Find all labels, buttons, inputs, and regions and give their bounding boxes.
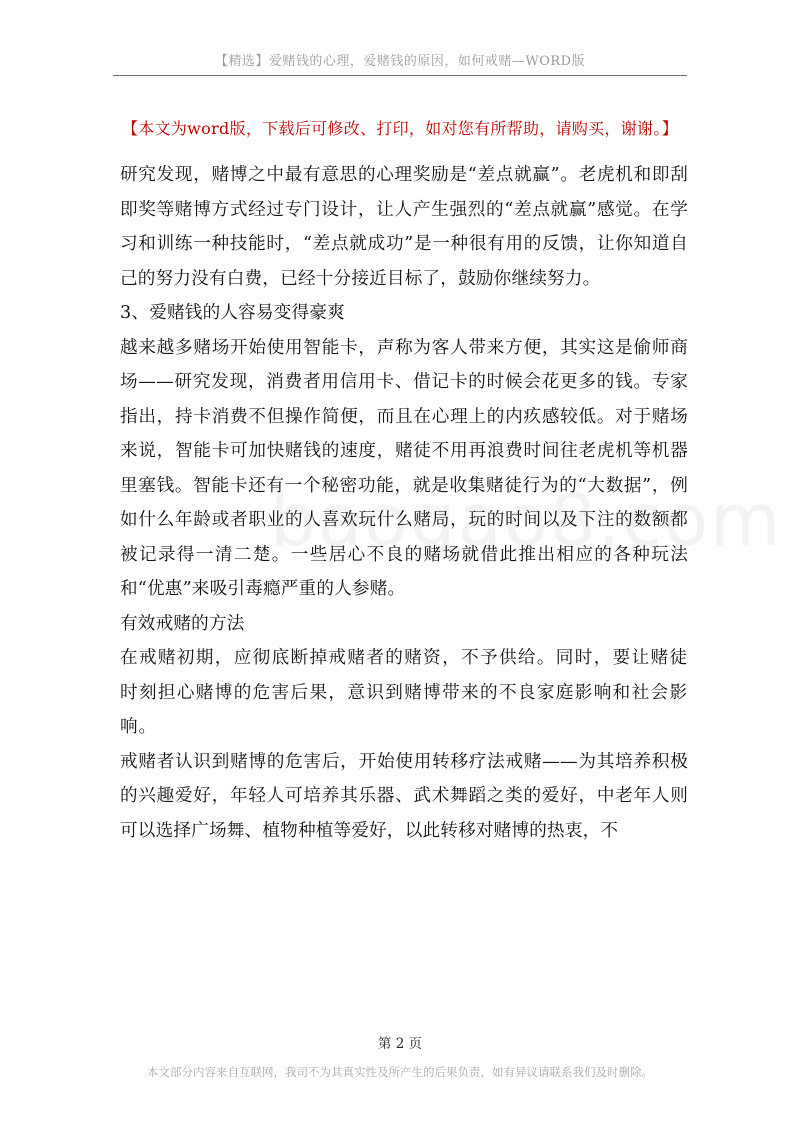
footer-disclaimer: 本文部分内容来自互联网，我司不为其真实性及所产生的后果负责，如有异议请联系我们及时删除。 [147, 1065, 653, 1079]
header-title: 【精选】爱赌钱的心理，爱赌钱的原因，如何戒赌—WORD版 [214, 54, 586, 69]
section-heading-3: 3、爱赌钱的人容易变得豪爽 [120, 303, 345, 323]
header-divider [113, 75, 687, 76]
paragraph-smart-card: 越来越多赌场开始使用智能卡，声称为客人带来方便，其实这是偷师商场——研究发现，消费者用信用卡、借记卡的时候会花更多的钱。专家指出，持卡消费不但操作简便，而且在心理上的内疚感较低。对于赌场来说，智能卡可加快赌钱的速度，赌徒不用再浪费时间往老虎机等机器里塞钱。智能卡还有一个秘密功能，就是收集赌徒行为的“大数据”，例如什么年龄或者职业的人喜欢玩什么赌局，玩的时间以及下注的数额都被记录得一清二楚。一些居心不良的赌场就借此推出相应的各种玩法和“优惠”来吸引毒瘾严重的人参赌。 [120, 337, 688, 599]
page-number: 第 2 页 [377, 1036, 423, 1052]
paragraph-near-win: 研究发现，赌博之中最有意思的心理奖励是“差点就赢”。老虎机和即刮即奖等赌博方式经过专门设计，让人产生强烈的“差点就赢”感觉。在学习和训练一种技能时，“差点就成功”是一种很有用的反馈，让你知道自己的努力没有白费，已经十分接近目标了，鼓励你继续努力。 [120, 165, 688, 289]
download-notice: 【本文为word版，下载后可修改、打印，如对您有所帮助，请购买，谢谢。】 [121, 119, 679, 138]
document-body [120, 158, 688, 848]
paragraph-initial-stage: 在戒赌初期，应彻底断掉戒赌者的赌资，不予供给。同时，要让赌徒时刻担心赌博的危害后果，意识到赌博带来的不良家庭影响和社会影响。 [120, 648, 688, 737]
paragraph-transfer-therapy: 戒赌者认识到赌博的危害后，开始使用转移疗法戒赌——为其培养积极的兴趣爱好，年轻人可培养其乐器、武术舞蹈之类的爱好，中老年人则可以选择广场舞、植物种植等爱好，以此转移对赌博的热衷，不 [120, 751, 688, 841]
section-heading-methods: 有效戒赌的方法 [120, 613, 245, 634]
